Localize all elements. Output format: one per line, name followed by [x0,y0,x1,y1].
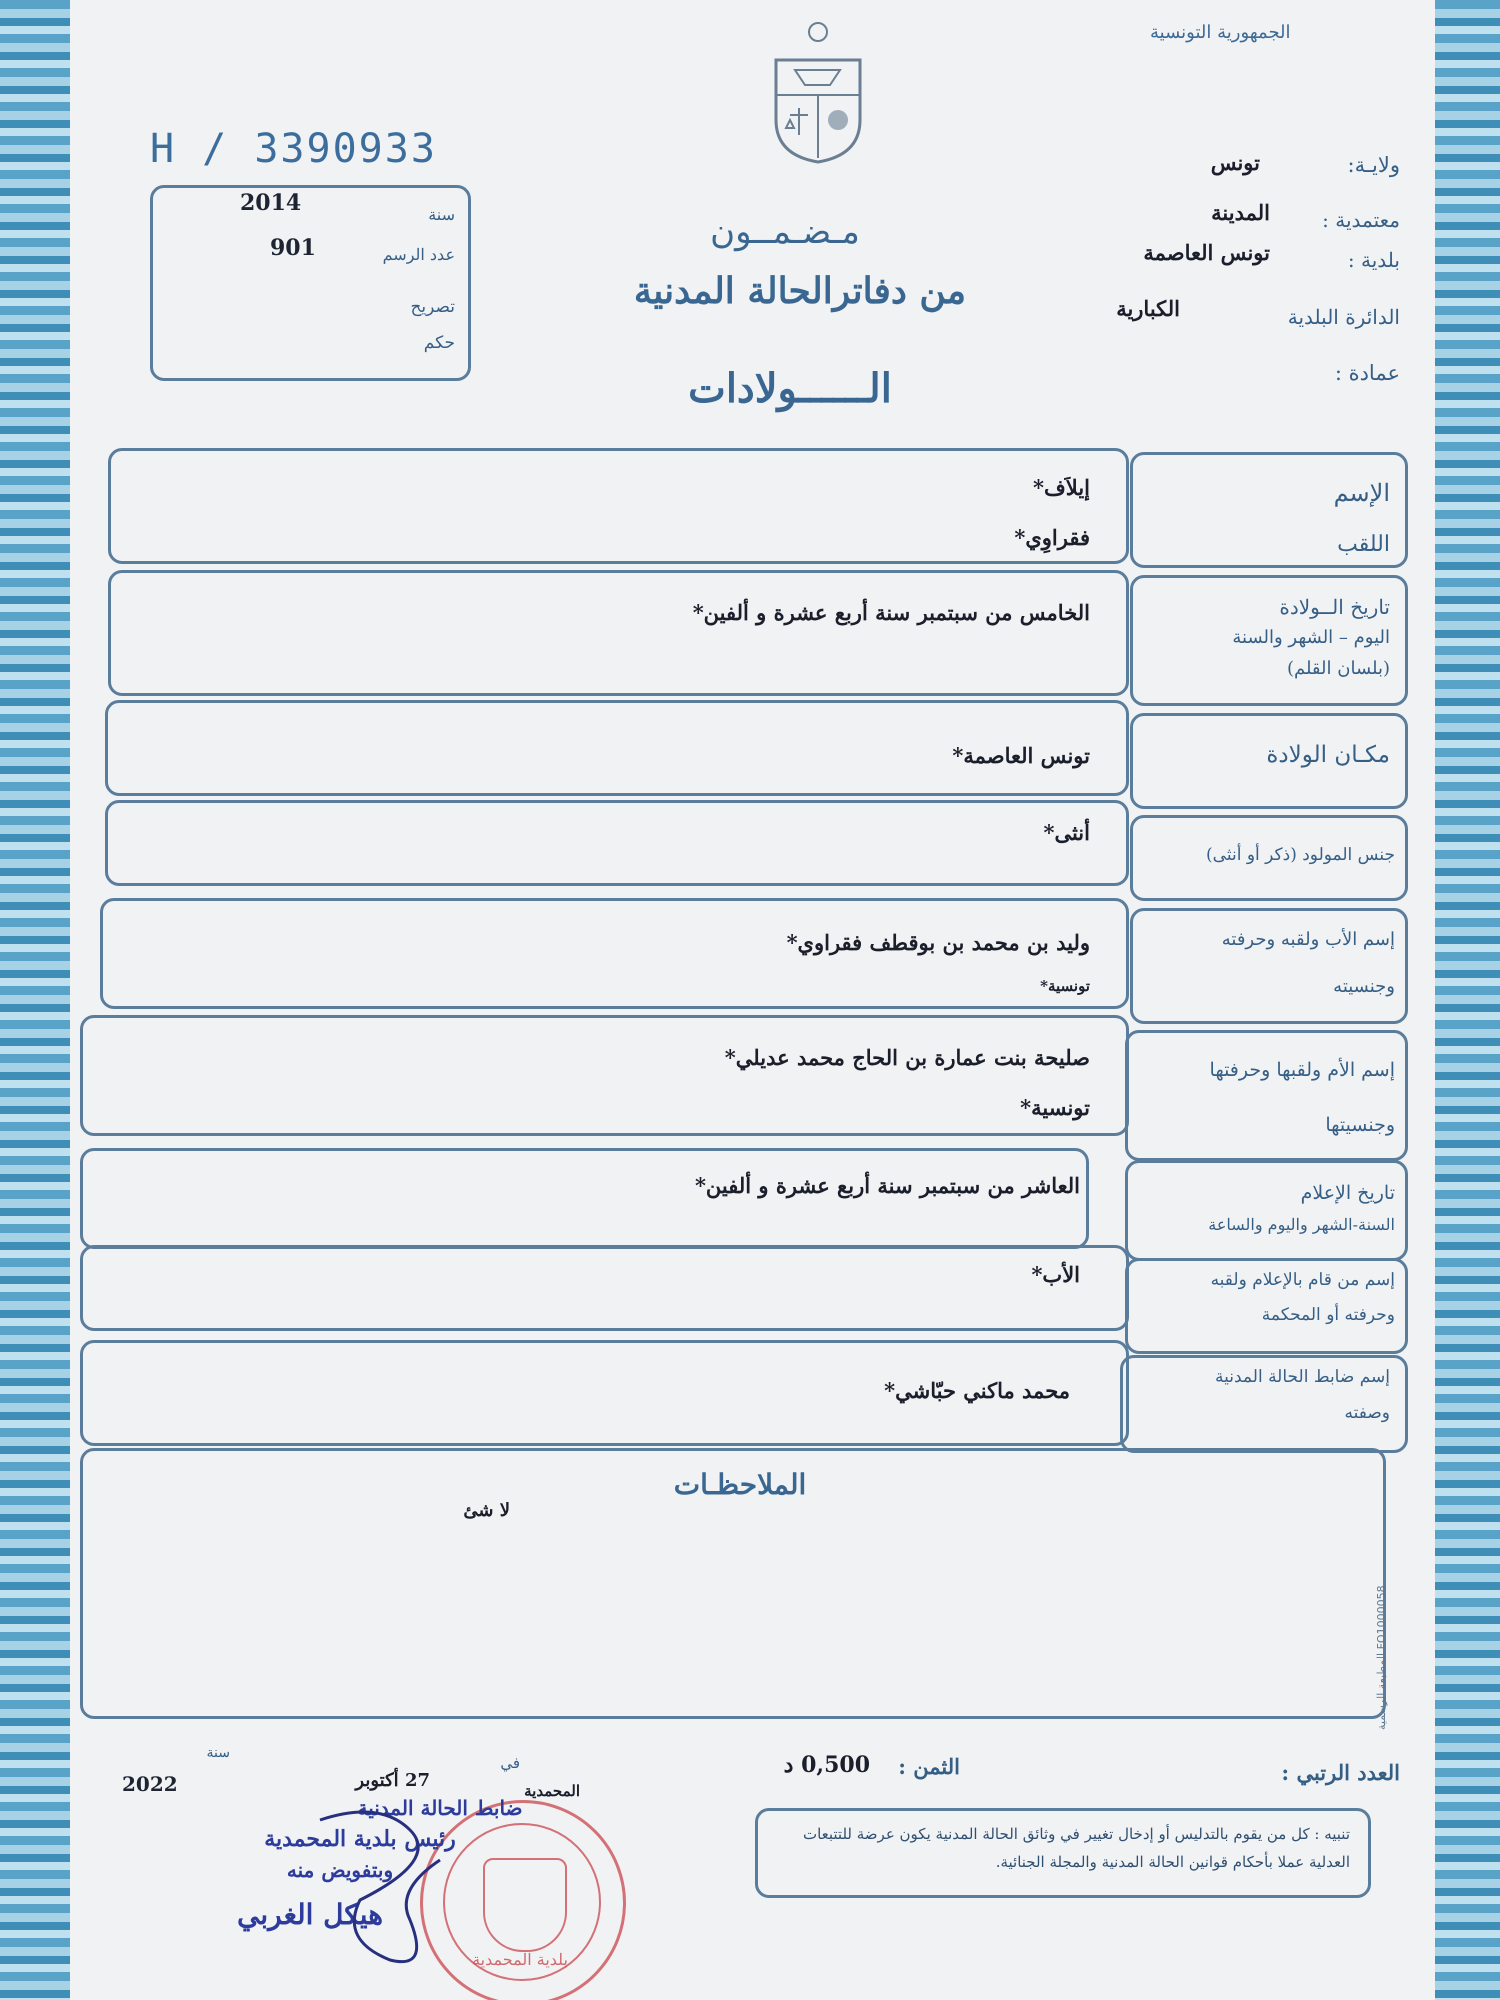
price-value: 0,500 د [783,1752,870,1778]
declaration-date-value-box [80,1148,1089,1249]
first-name-value: إيلاَف* [1033,475,1090,500]
birthdate-value-box [108,570,1129,696]
record-number-value: 901 [270,235,316,261]
surname-value: فقراوِي* [1014,525,1090,550]
omada-label: عمادة : [1334,361,1400,385]
declarant-value: الأب* [1031,1262,1080,1287]
officer-sublabel: وصفته [1344,1403,1390,1423]
declarant-value-box [80,1245,1129,1331]
declarant-sublabel: وحرفته أو المحكمة [1261,1305,1395,1325]
declarant-label: إسم من قام بالإعلام ولقبه [1210,1270,1395,1290]
judgment-label: حكم [423,333,455,353]
mother-label-box [1125,1030,1408,1161]
title-civil-registry: من دفاترالحالة المدنية [633,270,967,312]
birthdate-label: تاريخ الــولادة [1279,595,1390,619]
signature-title: ضابط الحالة المدنية [357,1796,523,1820]
father-label: إسم الأب ولقبه وحرفته [1221,929,1395,950]
notes-title: الملاحظـات [673,1468,807,1501]
sex-label: جنس المولود (ذكر أو أنثى) [1206,845,1395,865]
mother-label-nationality: وجنسيتها [1325,1114,1395,1136]
title-births: الــــــولادات [688,365,892,412]
declaration-label: تصريح [410,297,455,317]
printer-mark: المطبعة الرسمية FO1000058 [1375,1585,1388,1730]
birthdate-sublabel: اليوم – الشهر والسنة [1232,627,1390,648]
stamp-text: بلدية المحمدية [472,1950,568,1969]
footer-year-label: سنة [206,1745,230,1761]
signature-delegation: وبتفويض منه [286,1858,394,1882]
birthdate-note: (بلسان القلم) [1286,658,1390,679]
notes-value: لا شئ [463,1500,510,1521]
wilaya-value: تونس [1210,150,1260,175]
officer-value: محمد ماكني حبّاشي* [884,1378,1070,1403]
father-name-value: وليد بن محمد بن بوقطف فقراوي* [786,930,1090,955]
declaration-date-sublabel: السنة-الشهر واليوم والساعة [1208,1215,1395,1234]
motamadia-label: معتمدية : [1322,208,1400,232]
title-madmoun: مـضـمــون [710,212,860,252]
daira-label: الدائرة البلدية [1287,305,1400,329]
baladia-label: بلدية : [1347,248,1400,272]
footer-place: المحمدية [524,1782,580,1800]
coat-of-arms-icon [770,20,866,165]
officer-label: إسم ضابط الحالة المدنية [1215,1367,1390,1387]
record-year-label: سنة [428,205,455,224]
name-label: الإسم [1333,479,1390,507]
birthdate-value: الخامس من سبتمبر سنة أربع عشرة و ألفين* [692,600,1090,625]
warning-text: تنبيه : كل من يقوم بالتدليس أو إدخال تغيير في وثائق الحالة المدنية يكون عرضة للتتبعات العدلية عملا بأحكام قوانين الحالة المدنية والمجلة الجنائية. [802,1825,1350,1871]
price-label: الثمن : [898,1754,960,1779]
motamadia-value: المدينة [1211,200,1270,225]
declaration-date-label: تاريخ الإعلام [1300,1182,1395,1204]
mother-name-value: صليحة بنت عمارة بن الحاج محمد عديلي* [724,1045,1090,1070]
record-number-label: عدد الرسم [382,245,455,264]
sex-value: أنثى* [1043,820,1090,845]
footer-year-value: 2022 [122,1772,178,1796]
footer-date-value: 27 أكتوبر [355,1770,430,1791]
republic-title: الجمهورية التونسية [1150,22,1291,43]
daira-value: الكبارية [1116,296,1180,321]
serial-number-label: العدد الرتبي : [1281,1760,1400,1785]
father-nationality-value: تونسية* [1040,977,1090,995]
signature-mayor: رئيس بلدية المحمدية [264,1826,456,1852]
handwritten-signature-icon [300,1790,480,1990]
mother-nationality-value: تونسية* [1020,1095,1090,1120]
left-decorative-border [0,0,78,2000]
surname-label: اللقب [1337,532,1390,557]
wilaya-label: ولايـة: [1347,153,1400,177]
baladia-value: تونس العاصمة [1143,240,1270,265]
father-label-nationality: وجنسيته [1333,976,1395,997]
birthplace-label: مكـان الولادة [1266,742,1390,768]
document-serial-number: H / 3390933 [150,126,437,172]
birthplace-value: تونس العاصمة* [952,743,1090,768]
signature-name: هيكل الغربي [236,1898,384,1931]
record-year-value: 2014 [240,190,302,216]
date-in-label: في [500,1754,520,1772]
declaration-date-value: العاشر من سبتمبر سنة أربع عشرة و ألفين* [694,1173,1080,1198]
right-decorative-border [1430,0,1500,2000]
mother-label: إسم الأم ولقبها وحرفتها [1209,1059,1395,1081]
